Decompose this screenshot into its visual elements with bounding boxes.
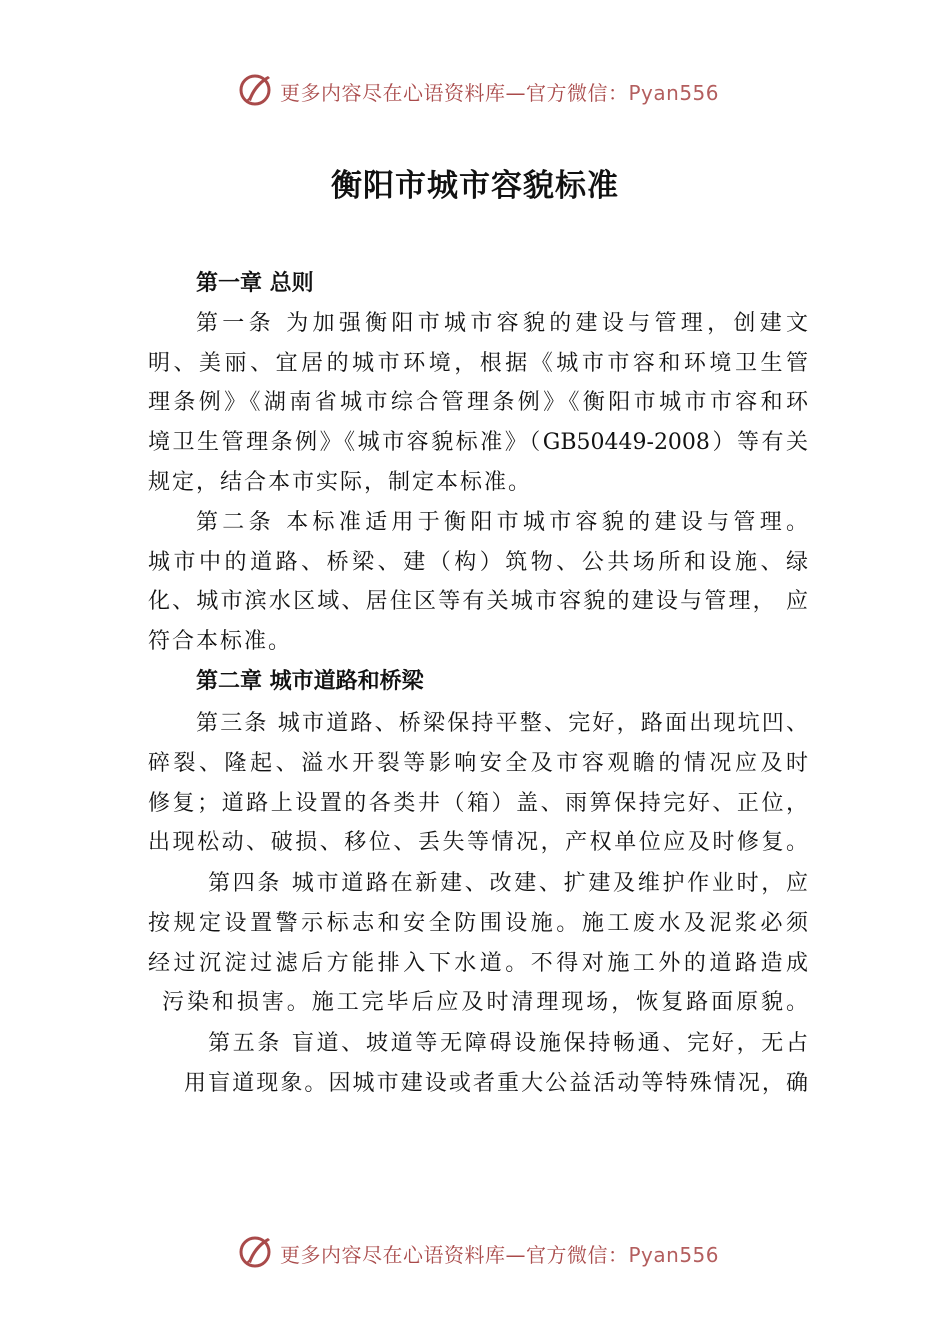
text-line: 按规定设置警示标志和安全防围设施。施工废水及泥浆必须	[148, 911, 808, 936]
document-title: 衡阳市城市容貌标准	[331, 168, 619, 204]
banner-text: 更多内容尽在心语资料库—官方微信：Pyan556	[280, 81, 720, 105]
text-line: 碎裂、隆起、溢水开裂等影响安全及市容观瞻的情况应及时	[148, 751, 808, 776]
text-line: 明、美丽、宜居的城市环境，根据《城市市容和环境卫生管	[148, 351, 808, 376]
text-line: 出现松动、破损、移位、丢失等情况，产权单位应及时修复。	[148, 830, 808, 855]
wechat-id: Pyan556	[628, 1243, 720, 1267]
footer-banner	[0, 1232, 950, 1272]
text-line: 修复；道路上设置的各类井（箱）盖、雨箅保持完好、正位，	[148, 791, 808, 816]
quill-logo-icon	[238, 1234, 274, 1270]
text-line: 规定，结合本市实际，制定本标准。	[148, 470, 533, 495]
text-line: 城市中的道路、桥梁、建（构）筑物、公共场所和设施、绿	[148, 550, 808, 575]
banner-text: 更多内容尽在心语资料库—官方微信：Pyan556	[280, 1243, 720, 1267]
text-line: 经过沉淀过滤后方能排入下水道。不得对施工外的道路造成	[148, 951, 808, 976]
chapter-heading-1: 第一章 总则	[196, 271, 314, 296]
text-line: 化、城市滨水区域、居住区等有关城市容貌的建设与管理， 应	[148, 589, 808, 614]
text-line: 第五条 盲道、坡道等无障碍设施保持畅通、完好，无占	[208, 1031, 808, 1056]
text-line: 理条例》《湖南省城市综合管理条例》《衡阳市城市市容和环	[148, 390, 808, 415]
text-line: 第四条 城市道路在新建、改建、扩建及维护作业时，应	[208, 871, 808, 896]
header-banner	[0, 70, 950, 110]
text-line: 污染和损害。施工完毕后应及时清理现场，恢复路面原貌。	[162, 990, 808, 1015]
text-line: 第一条 为加强衡阳市城市容貌的建设与管理，创建文	[196, 311, 808, 336]
quill-logo-icon	[238, 72, 274, 108]
text-line: 境卫生管理条例》《城市容貌标准》（GB50449-2008）等有关	[148, 430, 808, 455]
wechat-id: Pyan556	[628, 81, 720, 105]
chapter-heading-2: 第二章 城市道路和桥梁	[196, 669, 424, 694]
text-line: 第三条 城市道路、桥梁保持平整、完好，路面出现坑凹、	[196, 711, 808, 736]
text-line: 符合本标准。	[148, 629, 293, 654]
text-line: 用盲道现象。因城市建设或者重大公益活动等特殊情况，确	[184, 1071, 808, 1096]
text-line: 第二条 本标准适用于衡阳市城市容貌的建设与管理。	[196, 510, 808, 535]
